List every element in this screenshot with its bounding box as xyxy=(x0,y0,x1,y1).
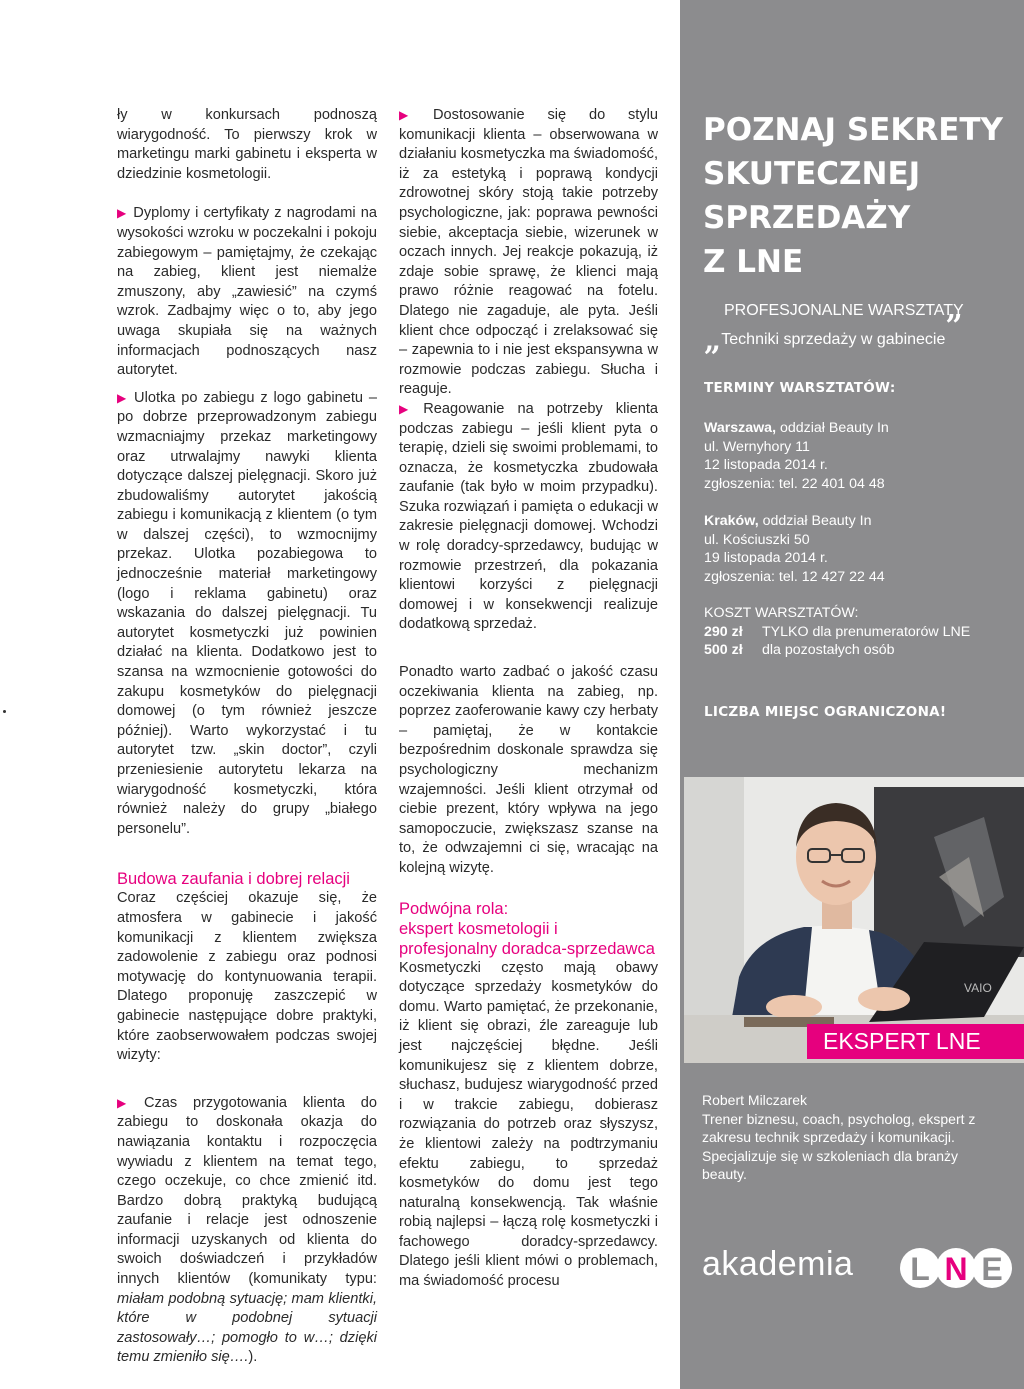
svg-text:E: E xyxy=(981,1251,1003,1287)
svg-text:L: L xyxy=(910,1251,930,1287)
location-warszawa: Warszawa, oddział Beauty In ul. Wernyhory 11 12 listopada 2014 r. zgłoszenia: tel. 22 401 04 48 xyxy=(704,420,889,492)
bullet-item: ▶ Reagowanie na potrzeby klienta podczas zabiegu – jeśli klient pyta o terapię, dzieli się swoimi problemami, to oznacza, że kosmetyczka zbudowała zaufanie (tak było w moim przypadku). Szuka rozwiązań i pamięta o edukacji w zakresie pielęgnacji domowej. Wchodzi w rolę doradcy-sprzedawcy, budując w rozmowie przestrzeń, dla pokazania klientowi korzyści z pielęgnacji domowej i w konsekwencji realizuje dodatkową sprzedaż. xyxy=(399,400,658,633)
bullet-item: ▶ Dyplomy i certyfikaty z nagrodami na wysokości wzroku w poczekalni i pokoju zabiegowym – pamiętajmy, że czekając na zabieg, klient jest niemalże zmuszony, aby „zawiesić” na czymś wzrok. Zadbajmy więc o to, aby jego uwaga skupiała się na ważnych informacjach podnoszących nasz autorytet. xyxy=(117,205,377,379)
triangle-bullet-icon: ▶ xyxy=(399,108,427,122)
expert-bio: Robert Milczarek Trener biznesu, coach, psycholog, ekspert z zakresu technik sprzedaży i komunikacji. Specjalizuje się w szkoleniach dla branży beauty. xyxy=(702,1092,976,1182)
article-column-1 xyxy=(117,106,377,1368)
expert-photo xyxy=(684,777,1024,1063)
triangle-bullet-icon: ▶ xyxy=(117,390,129,405)
workshop-name: „Techniki sprzedaży w gabinecie” xyxy=(704,309,963,358)
cost-section: KOSZT WARSZTATÓW: 290 zł TYLKO dla prenumeratorów LNE 500 zł dla pozostałych osób xyxy=(704,604,1004,660)
lne-letters-logo xyxy=(900,1240,1012,1296)
article-column-2 xyxy=(399,106,658,1292)
limited-seats-notice: LICZBA MIEJSC OGRANICZONA! xyxy=(704,704,947,720)
terms-heading: TERMINY WARSZTATÓW: xyxy=(704,380,896,396)
paragraph: Coraz częściej okazuje się, że atmosfera w gabinecie i jakość komunikacji z klientem zwiększa zadowolenie z zabiegu oraz podnosi motywację do kontynuowania terapii. Dlatego proponuję zaszczepić w gabinecie następujące dobre praktyki, które zaobserwowałem podczas swojej wizyty: xyxy=(117,890,377,1064)
expert-badge: EKSPERT LNE xyxy=(807,1024,1024,1059)
location-krakow: Kraków, oddział Beauty In ul. Kościuszki 50 19 listopada 2014 r. zgłoszenia: tel. 12 427 22 44 xyxy=(704,513,885,585)
bullet-item: ▶ Czas przygotowania klienta do zabiegu to doskonała okazja do nawiązania kontaktu i rozpoczęcia wywiadu z klientem na temat tego, czego oczekuje, co chce zmienić itd. Bardzo dobrą praktyką budującą zaufanie i relacje jest odnoszenie informacji uzyskanych od klienta do swoich doświadczeń i przykładów innych klientów (komunikaty typu: miałam podobną sytuację; mam klientki, które w podobnej sytuacji zastosowały…; pomogło to w…; dzięki temu zmieniło się….). xyxy=(117,1094,377,1366)
triangle-bullet-icon: ▶ xyxy=(117,1095,138,1110)
akademia-lne-logo: akademia L N E xyxy=(700,1240,1012,1296)
triangle-bullet-icon: ▶ xyxy=(399,401,418,416)
section-heading: Budowa zaufania i dobrej relacji xyxy=(117,870,350,889)
svg-text:VAIO: VAIO xyxy=(964,981,992,995)
triangle-bullet-icon: ▶ xyxy=(117,206,128,221)
bullet-item: ▶ Ulotka po zabiegu z logo gabinetu – po dobrze przeprowadzonym zabiegu wzmacniajmy przekaz marketingowy oraz utrwalajmy nawyki klienta dotyczące dalszej pielęgnacji. Skoro już zbudowaliśmy autorytet jakością zabiegu i komunikacją z klientem (o tym w dalszej części), to wzmocnijmy przekaz. Ulotka pozabiegowa to jednocześnie materiał marketingowy (logo i reklama gabinetu) oraz wskazania do dalszej pielęgnacji. Tu autorytet kosmetyczki już powinien działać na klienta. Dodatkowo jest to szansa na wzmocnienie gotowości do zakupu kosmetyków do pielęgnacji domowej (o tym również jeszcze później). Warto wykorzystać i tu autorytet tzw. „skin doctor”, czyli przeniesienie autorytetu lekarza na wiarygodność kosmetyczki, która również należy do grupy „białego personelu”. xyxy=(117,389,377,837)
cost-row: 290 zł TYLKO dla prenumeratorów LNE xyxy=(704,623,971,640)
paragraph: ły w konkursach podnoszą wiarygodność. To pierwszy krok w marketingu marki gabinetu i eksperta w dziedzinie kosmetologii. xyxy=(117,107,377,182)
paragraph: Ponadto warto zadbać o jakość czasu oczekiwania klienta na zabieg, np. poprzez zaoferowanie kawy czy herbaty – pamiętaj, że w kontakcie bezpośrednim doskonale sprawdza się psychologiczny mechanizm wzajemności. Jeśli klient otrzymał od ciebie prezent, który wpływa na jego samopoczucie, zwiększasz szanse na to, że odwzajemni ci się, wracając na kolejną wizytę. xyxy=(399,664,658,876)
svg-text:N: N xyxy=(944,1251,968,1287)
cost-row: 500 zł dla pozostałych osób xyxy=(704,642,895,658)
paragraph: Kosmetyczki często mają obawy dotyczące sprzedaży kosmetyków do domu. Warto pamiętać, że przekonanie, iż klient się obrazi, źle zareaguje lub jest najczęściej błędne. Jeśli komunikujesz się z klientem dobrze, słuchasz, budujesz wiarygodność przed i w trakcie zabiegu, dobierasz rozwiązania do potrzeb oraz słyszysz, że klientowi zależy na podtrzymaniu efektu zabiegu, to sprzedaż kosmetyków do domu jest tego naturalną konsekwencją. Tak właśnie robią najlepsi – łączą rolę kosmetyczki i fachowego doradcy-sprzedawcy. Dlatego jeśli klient mówi o problemach, ma świadomość procesu xyxy=(399,959,658,1290)
sidebar-title: POZNAJ SEKRETY SKUTECZNEJ SPRZEDAŻY Z LNE xyxy=(703,112,1003,280)
bullet-item: ▶ Dostosowanie się do stylu komunikacji klienta – obserwowana w działaniu kosmetyczka ma świadomość, iż za estetyką i poprawą kondycji zdrowotnej skóry stoją takie potrzeby psychologiczne, jak: poprawa pewności siebie, akceptacja siebie, wizerunek w oczach innych. Jej reakcje pokazują, iż zdaje sobie sprawę, że klienci mają prawo różnie reagować na fotelu. Dlatego nie zagaduje, ale pyta. Jeśli klient chce odpocząć i zrelaksować się – zapewnia to i nie jest ekspansywna w rozmowie podczas zabiegu. Słucha i reaguje. xyxy=(399,107,658,398)
margin-dot xyxy=(3,710,6,713)
workshop-sidebar xyxy=(680,0,1024,1389)
section-heading: Podwójna rola: ekspert kosmetologii i profesjonalny doradca-sprzedawca xyxy=(399,899,655,958)
workshop-subtitle: PROFESJONALNE WARSZTATY xyxy=(724,302,964,319)
